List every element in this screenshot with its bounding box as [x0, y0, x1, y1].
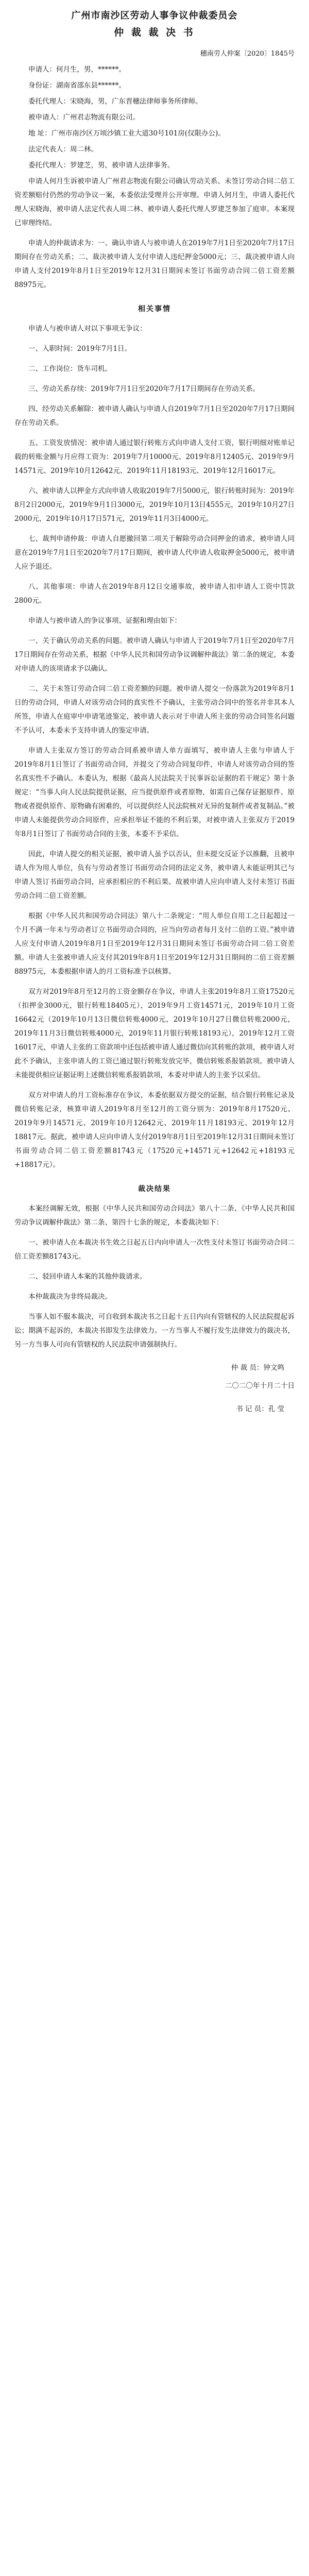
paragraph-legal-basis: 根据《中华人民共和国劳动合同法》第八十二条规定：“用人单位自用工之日起超过一个月不满一年未与劳动者订立书面劳动合同的，应当向劳动者每月支付二倍的工资。”被申请人应支付申请人2019年8月1日至2019年12月31日期间未签订书面劳动合同二倍工资差额。申请人主张被申请人应支付其2019年8月1日至2019年12月31日期间的二倍工资差额88975元，本委根据申请人的月工资标准予以核算。	[14, 912, 295, 976]
paragraph-wages: 五、工资发放情况：被申请人通过银行转账方式向申请人支付工资，银行明细对账单记载的转账金额与月应得工资为：2019年7月10000元、2019年8月12405元、2019年9月14571元、2019年10月12642元、2019年11月18193元、2019年12月16017元。	[14, 439, 295, 475]
respondent-address-line: 地 址：广州市南沙区万顷沙镇工业大道30号101房(仅限办公)。	[28, 129, 225, 138]
arbitrator-signature: 仲 裁 员：钟文鸣	[231, 1364, 284, 1372]
section-heading-ruling: 裁决结果	[138, 1185, 171, 1193]
paragraph-appeal-notice: 当事人如不服本裁决，可自收到本裁决书之日起十五日内向有管辖权的人民法院提起诉讼；期满不起诉的，本裁决书即发生法律效力。一方当事人不履行发生法律效力的裁决书，另一方当事人可向有管辖权的人民法院申请强制执行。	[14, 1313, 295, 1349]
paragraph-entry-date: 一、入职时间：2019年7月1日。	[28, 345, 132, 353]
respondent-agent-line: 委托代理人：罗建芝，男，被申请人法律事务。	[28, 161, 175, 170]
paragraph-contract-finding: 因此，申请人提交的相关证据，被申请人虽予以否认，但未提交反证予以推翻，且被申请人作为用人单位，负有与劳动者签订书面劳动合同的法定义务，被申请人未能证明其已与申请人签订书面劳动合同，应承担相应的不利后果。故被申请人应向申请人支付未签订书面劳动合同二倍工资差额。	[14, 850, 295, 900]
paragraph-position: 二、工作岗位：货车司机。	[28, 365, 112, 373]
applicant-line: 申请人：何月生，男，******。	[28, 65, 126, 74]
respondent-line: 被申请人：广州君志物流有限公司。	[28, 113, 140, 122]
paragraph-wage-calculation: 双方对申请人的月工资标准存在争议，本委依据双方提交的证据，结合银行转账记录及微信转账记录，核算申请人2019年8月至12月的工资分别为：2019年8月17520元、2019年9月14571元、2019年10月12642元、2019年11月18193元、2019年12月18817元。据此，被申请人应向申请人支付2019年8月1日至2019年12月31日期间未签订书面劳动合同二倍工资差额81743元（17520元+14571元+12642元+18193元+18817元）。	[14, 1091, 295, 1169]
clerk-signature: 书 记 员：孔 莹	[236, 1405, 284, 1413]
ruling-item-1: 一、被申请人在本裁决书生效之日起五日内向申请人一次性支付未签订书面劳动合同二倍工资差额81743元。	[14, 1239, 295, 1261]
paragraph-relationship-confirm: 四、经劳动关系解除：被申请人确认与申请人自2019年7月1日至2020年7月17日期间存在劳动关系。	[14, 405, 295, 427]
parties-block	[14, 63, 295, 173]
award-date: 二〇二〇年十月二十日	[225, 1382, 295, 1390]
paragraph-dispute-relationship: 一、关于确认劳动关系的问题。被申请人确认与申请人于2019年7月1日至2020年7月17日期间存在劳动关系，根据《中华人民共和国劳动争议调解仲裁法》第二条的规定，本委对申请人的该项请求予以确认。	[14, 637, 295, 673]
paragraph-ruling-basis: 本案经调解无效，根据《中华人民共和国劳动合同法》第八十二条、《中华人民共和国劳动争议调解仲裁法》第二条、第四十七条的规定，本委裁决如下：	[14, 1205, 295, 1227]
paragraph-withdrawal: 七、裁判申请仲裁：申请人自愿撤回第二项关于解除劳动合同押金的请求，被申请人同意在2019年7月1日至2020年7月17日期间，被申请人代申请人收取押金5000元，被申请人应予退还。	[14, 535, 295, 571]
applicant-agent-line: 委托代理人：宋晓海，男，广东晋穗法律师事务所律师。	[28, 97, 202, 106]
paragraph-deposit: 六、被申请人以押金方式向申请人收取2019年7月5000元，银行转账时间为：2019年8月2日2000元，2019年9月1日3000元，2019年10月13日4555元，2019年10月27日2000元，2019年10月17日571元，2019年11月3日4000元。	[14, 487, 295, 523]
paragraph-disputes-intro: 申请人与被申请人的争议事项、证据和理由如下：	[28, 617, 181, 625]
paragraph-contract-evidence: 申请人主张双方签订的劳动合同系被申请人单方面填写，被申请人主张与申请人于2019年8月1日签订了书面劳动合同，并提交了劳动合同复印件，申请人对该劳动合同的签名真实性不予确认。本委认为，根据《最高人民法院关于民事诉讼证据的若干规定》第十条规定：“当事人向人民法院提供证据，应当提供原件或者原物，如需自己保存证据原件、原物或者提供原件、原物确有困难的，可以提供经人民法院核对无异的复制件或者复制品。”被申请人未能提供劳动合同原件，应承担举证不能的不利后果，对被申请人主张双方于2019年8月1日签订了书面劳动合同的主张，本委不予采信。	[14, 747, 295, 838]
paragraph-undisputed-intro: 申请人与被申请人对以下事项无争议：	[28, 325, 147, 333]
paragraph-dispute-contract: 二、关于未签订劳动合同二倍工资差额的问题。被申请人提交一份落款为2019年8月1日的劳动合同，申请人对该劳动合同的真实性不予确认，主张劳动合同中的签名并非其本人所签，申请人在庭审中申请笔迹鉴定，被申请人表示对于申请人所主张的劳动合同签名问题不予认可，本委未予支持申请人的鉴定申请。	[14, 685, 295, 735]
ruling-item-2: 二、驳回申请人本案的其他仲裁请求。	[28, 1273, 147, 1281]
signature-block	[14, 1361, 295, 1416]
paragraph-other: 八、其他事项：申请人在2019年8月12日交通事故，被申请人扣申请人工资中罚款2800元。	[14, 583, 295, 605]
paragraph-wage-dispute: 双方对2019年8月至12月的工资金额存在争议，申请人主张2019年8月工资17520元（扣押金3000元，银行转账18405元），2019年9月工资14571元，2019年10月工资16642元（2019年10月13日微信转账4000元，2019年10月27日微信转账2000元，2019年11月3日微信转账4000元，2019年11月银行转账18193元），2019年12月工资16017元，申请人主张的工资款项中还包括被申请人通过微信向其转账的款项，被申请人对此不予确认，主张申请人的工资已通过银行转账发放完毕，微信转账系报销款项。被申请人未能提供相应证据证明上述微信转账系报销款项，本委对申请人的主张予以采信。	[14, 988, 295, 1079]
paragraph-claims: 申请人的仲裁请求为：一、确认申请人与被申请人在2019年7月1日至2020年7月17日期间存在劳动关系；二、裁决被申请人支付申请人违纪押金5000元；三、裁决被申请人向申请人支付2019年8月1日至2019年12月31日期间未签订书面劳动合同二倍工资差额88975元。	[14, 239, 295, 289]
applicant-id-line: 身份证：湖南省邵东县******。	[28, 81, 126, 90]
paragraph-non-final: 本仲裁裁决为非终局裁决。	[28, 1293, 112, 1301]
paragraph-relationship: 三、劳动关系存续：2019年7月1日至2020年7月17日期间存在劳动关系。	[28, 385, 260, 393]
court-name: 广州市南沙区劳动人事争议仲裁委员会	[71, 10, 238, 21]
document-title: 仲 裁 裁 决 书	[114, 27, 195, 38]
case-number: 穗南劳人仲案〔2020〕1845号	[200, 50, 295, 58]
paragraph-intro: 申请人何月生诉被申请人广州君志物流有限公司确认劳动关系、未签订劳动合同二倍工资差额赔付仍然的劳动争议一案，本委依法受理并公开审理。申请人何月生，申请人委托代理人宋晓海，被申请人法定代表人周二林、被申请人委托代理人罗建芝参加了庭审。本案现已审理终结。	[14, 177, 295, 227]
legal-representative-line: 法定代表人：周二林。	[28, 145, 98, 154]
section-heading-facts: 相关事情	[138, 305, 171, 313]
